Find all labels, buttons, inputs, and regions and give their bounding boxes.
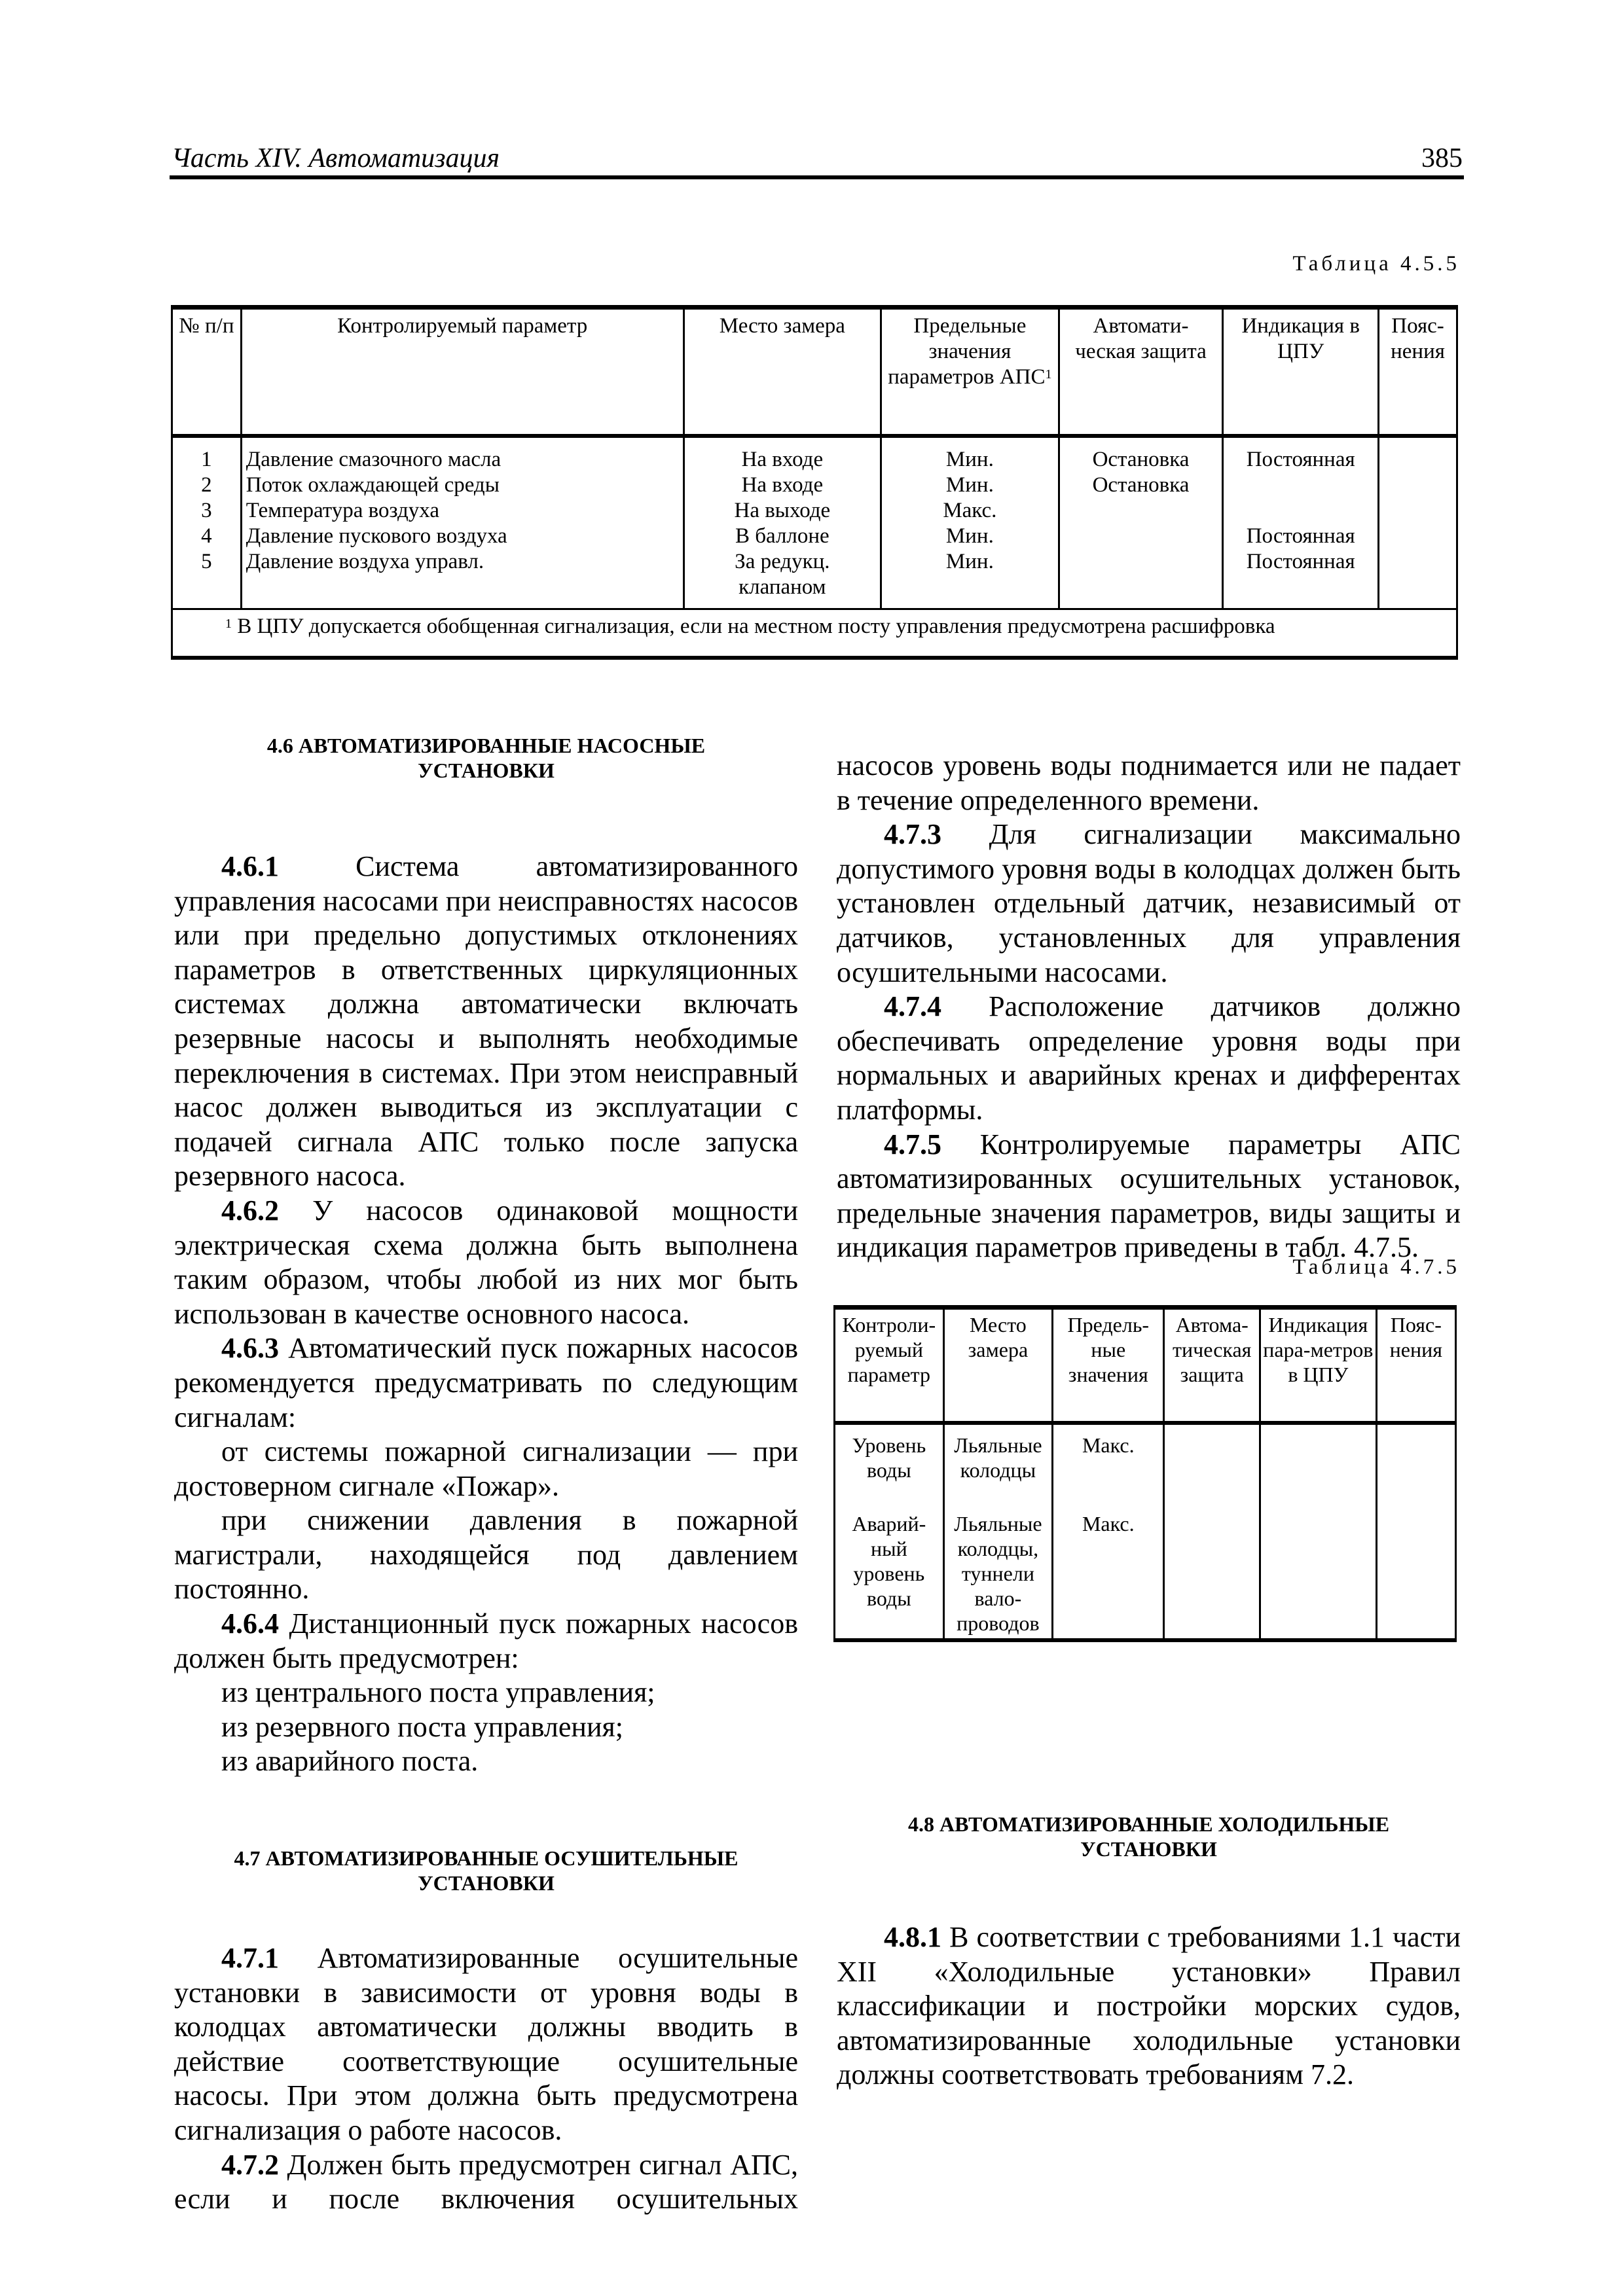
header-location: Место замера bbox=[684, 308, 881, 437]
cell bbox=[1260, 1423, 1377, 1488]
protection-cell bbox=[1064, 498, 1218, 524]
paragraph-text: Автоматизированные осушительные установки в зависимости от уровня воды в колодцах автоматически должны вводить в действие соответствующие осушительные насосы. При этом должна быть предусмотрена сигнализация о работе насосов. bbox=[174, 1942, 798, 2146]
protection-cell bbox=[1064, 524, 1218, 549]
indication-cell: Постоянная bbox=[1246, 524, 1355, 548]
limit-cell: Мин. bbox=[945, 448, 994, 471]
table-475-caption: Таблица 4.7.5 bbox=[1292, 1255, 1460, 1279]
paragraph-4-6-3-item: при снижении давления в пожарной магистрали, находящейся под давлением постоянно. bbox=[174, 1504, 798, 1605]
list-item: из центрального поста управления; bbox=[221, 1676, 655, 1709]
location-cell: На входе bbox=[741, 473, 824, 497]
header-limits bbox=[881, 308, 1059, 437]
limit-cell: Мин. bbox=[945, 473, 994, 497]
cell: Льяльные колодцы, туннели вало-проводов bbox=[943, 1488, 1053, 1640]
header-parameter: Контролируемый параметр bbox=[241, 308, 684, 437]
table-475 bbox=[833, 1305, 1457, 1642]
header-notes: Пояс-нения bbox=[1376, 1308, 1455, 1424]
cell: Макс. bbox=[1053, 1488, 1164, 1640]
location-cell: За редукц. bbox=[735, 550, 830, 573]
table-455-footnote bbox=[172, 609, 1457, 658]
paragraph-4-7-4 bbox=[837, 990, 1461, 1127]
protection-cell: Остановка bbox=[1092, 448, 1190, 471]
col-locations bbox=[684, 436, 881, 609]
footnote-mark: 1 bbox=[225, 617, 232, 631]
limit-cell: Мин. bbox=[945, 550, 994, 573]
row-number: 5 bbox=[201, 550, 212, 573]
location-cell: В баллоне bbox=[735, 524, 830, 548]
parameter-cell: Давление воздуха управл. bbox=[246, 550, 484, 573]
paragraph-text: Контролируемые параметры АПС автоматизированных осушительных установок, предельные значения параметров, виды защиты и индикация параметров приведены в табл. 4.7.5. bbox=[837, 1128, 1461, 1264]
section-4-8 bbox=[837, 1812, 1461, 2092]
cell: Макс. bbox=[1053, 1423, 1164, 1488]
paragraph-4-6-4 bbox=[174, 1607, 798, 1676]
col-numbers bbox=[172, 436, 242, 609]
paragraph-number: 4.6.4 bbox=[221, 1607, 279, 1640]
protection-cell: Остановка bbox=[1092, 473, 1190, 497]
col-notes bbox=[1379, 436, 1457, 609]
paragraph-text: Система автоматизированного управления насосами при неисправностях насосов или при предельно допустимых отклонениях параметров в ответственных циркуляционных системах должна автоматически включать резервные насосы и выполнять необходимые переключения в системах. При этом неисправный насос должен выводиться из эксплуатации с подачей сигнала АПС только после запуска резервного насоса. bbox=[174, 850, 798, 1193]
cell bbox=[1164, 1488, 1260, 1640]
paragraph-text: Дистанционный пуск пожарных насосов должен быть предусмотрен: bbox=[174, 1607, 798, 1674]
cell bbox=[1260, 1488, 1377, 1640]
paragraph-text: У насосов одинаковой мощности электрическая схема должна быть выполнена таким образом, чтобы любой из них мог быть использован в качестве основного насоса. bbox=[174, 1194, 798, 1330]
paragraph-number: 4.7.5 bbox=[884, 1128, 941, 1160]
col-protection bbox=[1059, 436, 1223, 609]
paragraph-4-7-2-continued: насосов уровень воды поднимается или не падает в течение определенного времени. bbox=[837, 749, 1461, 816]
header-limits-label: Предельные значения параметров АПС bbox=[888, 314, 1046, 389]
footnote-text: В ЦПУ допускается обобщенная сигнализация, если на местном посту управления предусмотрена расшифровка bbox=[237, 615, 1275, 638]
cell bbox=[1376, 1488, 1455, 1640]
cell: Аварий-ный уровень воды bbox=[835, 1488, 944, 1640]
paragraph-4-7-2 bbox=[174, 2148, 798, 2217]
indication-cell: Постоянная bbox=[1246, 550, 1355, 573]
list-item: из резервного поста управления; bbox=[221, 1710, 623, 1743]
col-limits bbox=[881, 436, 1059, 609]
location-cell: На входе bbox=[741, 448, 824, 471]
paragraph-text: Автоматический пуск пожарных насосов рекомендуется предусматривать по следующим сигналам: bbox=[174, 1332, 798, 1433]
header-protection: Автомати-ческая защита bbox=[1059, 308, 1223, 437]
paragraph-number: 4.6.1 bbox=[221, 850, 279, 882]
header-indication: Индикация пара-метров в ЦПУ bbox=[1260, 1308, 1377, 1424]
paragraph-4-6-3 bbox=[174, 1331, 798, 1435]
paragraph-4-8-1 bbox=[837, 1920, 1461, 2092]
header-limits: Предель-ные значения bbox=[1053, 1308, 1164, 1424]
running-head-title: Часть XIV. Автоматизация bbox=[172, 143, 500, 173]
paragraph-number: 4.7.4 bbox=[884, 990, 941, 1023]
cell bbox=[1376, 1423, 1455, 1488]
row-number: 4 bbox=[201, 524, 212, 548]
location-cell: На выходе bbox=[734, 499, 831, 522]
cell: Уровень воды bbox=[835, 1423, 944, 1488]
col-parameters bbox=[241, 436, 684, 609]
limit-cell: Мин. bbox=[945, 524, 994, 548]
cell: Льяльные колодцы bbox=[943, 1423, 1053, 1488]
paragraph-number: 4.6.3 bbox=[221, 1332, 279, 1365]
page-number: 385 bbox=[1421, 143, 1463, 173]
row-number: 1 bbox=[201, 448, 212, 471]
row-number: 3 bbox=[201, 499, 212, 522]
right-column bbox=[837, 749, 1461, 1265]
paragraph-number: 4.7.3 bbox=[884, 818, 941, 851]
section-4-7-heading: 4.7 АВТОМАТИЗИРОВАННЫЕ ОСУШИТЕЛЬНЫЕ УСТАНОВКИ bbox=[234, 1846, 739, 1895]
paragraph-number: 4.7.1 bbox=[221, 1942, 279, 1975]
paragraph-text: Расположение датчиков должно обеспечивать определение уровня воды при нормальных и аварийных кренах и дифферентах платформы. bbox=[837, 990, 1461, 1126]
col-indication bbox=[1223, 436, 1379, 609]
header-rule bbox=[170, 175, 1464, 179]
table-455-caption: Таблица 4.5.5 bbox=[1292, 252, 1460, 276]
paragraph-number: 4.8.1 bbox=[884, 1921, 941, 1953]
table-455-footnote-row bbox=[172, 609, 1457, 658]
paragraph-4-7-5 bbox=[837, 1128, 1461, 1265]
header-location: Место замера bbox=[943, 1308, 1053, 1424]
parameter-cell: Температура воздуха bbox=[246, 499, 439, 522]
location-cell: клапаном bbox=[739, 575, 826, 599]
parameter-cell: Поток охлаждающей среды bbox=[246, 473, 500, 497]
paragraph-number: 4.6.2 bbox=[221, 1194, 279, 1227]
table-455-header-row bbox=[172, 308, 1457, 437]
paragraph-text: В соответствии с требованиями 1.1 части XII «Холодильные установки» Правил классификации и постройки морских судов, автоматизированные холодильные установки должны соответствовать требованиям 7.2. bbox=[837, 1921, 1461, 2091]
header-parameter: Контроли-руемый параметр bbox=[835, 1308, 944, 1424]
header-number: № п/п bbox=[172, 308, 242, 437]
parameter-cell: Давление пускового воздуха bbox=[246, 524, 507, 548]
table-475-header-row bbox=[835, 1308, 1456, 1424]
paragraph-4-6-1 bbox=[174, 850, 798, 1194]
running-head bbox=[172, 143, 1463, 175]
paragraph-text: Должен быть предусмотрен сигнал АПС, если и после включения осушительных bbox=[174, 2148, 798, 2215]
cell bbox=[1164, 1423, 1260, 1488]
parameter-cell: Давление смазочного масла bbox=[246, 448, 501, 471]
paragraph-4-7-1 bbox=[174, 1941, 798, 2148]
left-column bbox=[174, 733, 798, 2217]
protection-cell bbox=[1064, 549, 1218, 575]
paragraph-4-6-3-item: от системы пожарной сигнализации — при достоверном сигнале «Пожар». bbox=[174, 1435, 798, 1502]
indication-cell bbox=[1228, 498, 1374, 524]
indication-cell: Постоянная bbox=[1246, 448, 1355, 471]
row-number: 2 bbox=[201, 473, 212, 497]
paragraph-number: 4.7.2 bbox=[221, 2148, 279, 2181]
table-455 bbox=[171, 305, 1458, 660]
section-4-8-heading: 4.8 АВТОМАТИЗИРОВАННЫЕ ХОЛОДИЛЬНЫЕ УСТАНОВКИ bbox=[907, 1812, 1390, 1861]
header-notes: Пояс-нения bbox=[1379, 308, 1457, 437]
footnote-ref: 1 bbox=[1045, 367, 1052, 382]
paragraph-4-7-3 bbox=[837, 817, 1461, 990]
table-row bbox=[835, 1423, 1456, 1488]
table-row bbox=[835, 1488, 1456, 1640]
header-protection: Автома-тическая защита bbox=[1164, 1308, 1260, 1424]
limit-cell: Макс. bbox=[943, 499, 997, 522]
paragraph-text: Для сигнализации максимально допустимого уровня воды в колодцах должен быть установлен отдельный датчик, независимый от датчиков, установленных для управления осушительными насосами. bbox=[837, 818, 1461, 988]
indication-cell bbox=[1228, 473, 1374, 498]
list-item: из аварийного поста. bbox=[221, 1745, 479, 1778]
header-indication: Индикация в ЦПУ bbox=[1223, 308, 1379, 437]
table-455-body bbox=[172, 436, 1457, 609]
section-4-6-heading: 4.6 АВТОМАТИЗИРОВАННЫЕ НАСОСНЫЕ УСТАНОВКИ bbox=[266, 734, 706, 782]
